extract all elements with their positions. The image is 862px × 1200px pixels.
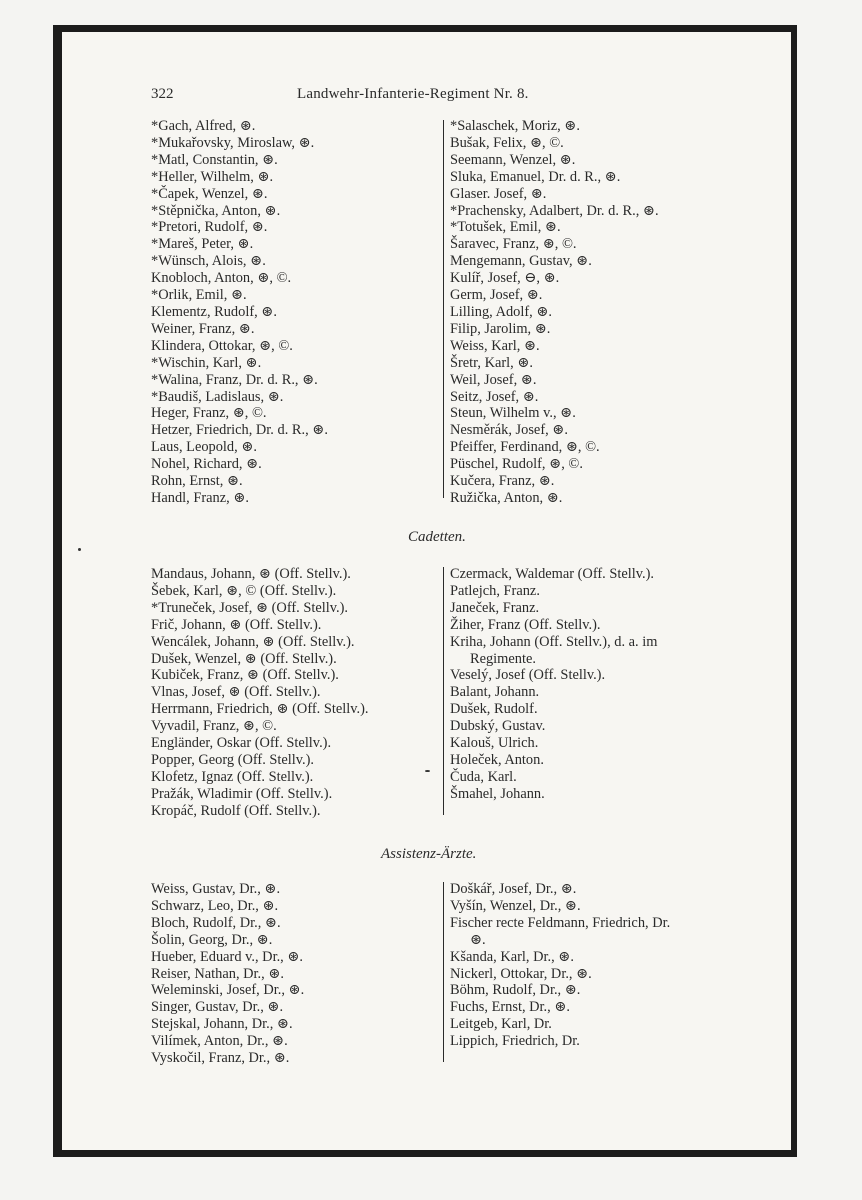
- list-item: Čuda, Karl.: [450, 768, 517, 785]
- list-item: *Čapek, Wenzel, ⊛.: [151, 185, 268, 202]
- page-number: 322: [151, 86, 174, 102]
- list-item: Sluka, Emanuel, Dr. d. R., ⊛.: [450, 168, 621, 185]
- aerzte-right-column: [450, 881, 670, 1050]
- list-item: Schwarz, Leo, Dr., ⊛.: [151, 897, 279, 914]
- list-item: Regimente.: [470, 650, 536, 667]
- list-item: *Stěpnička, Anton, ⊛.: [151, 202, 281, 219]
- list-item: Balant, Johann.: [450, 684, 540, 701]
- list-item: Püschel, Rudolf, ⊛, ©.: [450, 456, 583, 473]
- list-item: Mengemann, Gustav, ⊛.: [450, 253, 592, 270]
- list-item: Bloch, Rudolf, Dr., ⊛.: [151, 914, 281, 931]
- list-item: *Matl, Constantin, ⊛.: [151, 151, 278, 168]
- list-item: *Baudiš, Ladislaus, ⊛.: [151, 388, 284, 405]
- list-item: Klementz, Rudolf, ⊛.: [151, 303, 277, 320]
- list-item: Herrmann, Friedrich, ⊛ (Off. Stellv.).: [151, 701, 369, 718]
- list-item: Czermack, Waldemar (Off. Stellv.).: [450, 566, 654, 582]
- list-item: Klofetz, Ignaz (Off. Stellv.).: [151, 768, 314, 785]
- list-item: Pražák, Wladimir (Off. Stellv.).: [151, 785, 333, 802]
- list-item: *Truneček, Josef, ⊛ (Off. Stellv.).: [151, 599, 348, 616]
- list-item: Frič, Johann, ⊛ (Off. Stellv.).: [151, 616, 322, 633]
- column-rule-3: [443, 882, 444, 1062]
- list-item: Heger, Franz, ⊛, ©.: [151, 405, 267, 422]
- list-item: *Mareš, Peter, ⊛.: [151, 236, 254, 253]
- officers-right-column: [450, 118, 659, 507]
- list-item: Weiss, Karl, ⊛.: [450, 337, 540, 354]
- aerzte-left-column: [151, 881, 304, 1067]
- list-item: Šmahel, Johann.: [450, 785, 545, 802]
- list-item: Kubiček, Franz, ⊛ (Off. Stellv.).: [151, 667, 339, 684]
- list-item: Šolin, Georg, Dr., ⊛.: [151, 931, 273, 948]
- list-item: Leitgeb, Karl, Dr.: [450, 1016, 552, 1033]
- list-item: *Wischin, Karl, ⊛.: [151, 354, 262, 371]
- list-item: Dušek, Wenzel, ⊛ (Off. Stellv.).: [151, 650, 337, 667]
- list-item: *Wünsch, Alois, ⊛.: [151, 253, 266, 270]
- list-item: Veselý, Josef (Off. Stellv.).: [450, 667, 606, 684]
- list-item: Kšanda, Karl, Dr., ⊛.: [450, 948, 574, 965]
- officers-left-column: [151, 118, 328, 507]
- list-item: Kučera, Franz, ⊛.: [450, 473, 555, 490]
- list-item: Seitz, Josef, ⊛.: [450, 388, 539, 405]
- list-item: Rohn, Ernst, ⊛.: [151, 473, 243, 490]
- list-item: Fuchs, Ernst, Dr., ⊛.: [450, 999, 570, 1016]
- list-item: Šretr, Karl, ⊛.: [450, 354, 534, 371]
- list-item: *Salaschek, Moriz, ⊛.: [450, 118, 580, 134]
- running-head: Landwehr-Infanterie-Regiment Nr. 8.: [297, 86, 529, 102]
- list-item: Doškář, Josef, Dr., ⊛.: [450, 881, 577, 897]
- list-item: Pfeiffer, Ferdinand, ⊛, ©.: [450, 439, 600, 456]
- list-item: Vilímek, Anton, Dr., ⊛.: [151, 1033, 288, 1050]
- list-item: Žiher, Franz (Off. Stellv.).: [450, 616, 601, 633]
- list-item: Dušek, Rudolf.: [450, 701, 538, 718]
- list-item: Nickerl, Ottokar, Dr., ⊛.: [450, 965, 592, 982]
- list-item: Kulíř, Josef, ⊖, ⊛.: [450, 270, 560, 287]
- list-item: Kalouš, Ulrich.: [450, 735, 539, 752]
- list-item: Šebek, Karl, ⊛, © (Off. Stellv.).: [151, 582, 337, 599]
- list-item: *Orlik, Emil, ⊛.: [151, 287, 247, 304]
- list-item: Kropáč, Rudolf (Off. Stellv.).: [151, 802, 321, 819]
- list-item: Filip, Jarolim, ⊛.: [450, 320, 551, 337]
- list-item: Lilling, Adolf, ⊛.: [450, 303, 552, 320]
- list-item: Bušak, Felix, ⊛, ©.: [450, 134, 564, 151]
- list-item: Vyskočil, Franz, Dr., ⊛.: [151, 1050, 290, 1067]
- list-item: Nohel, Richard, ⊛.: [151, 456, 262, 473]
- column-rule-1: [443, 120, 444, 498]
- list-item: Seemann, Wenzel, ⊛.: [450, 151, 576, 168]
- list-item: *Gach, Alfred, ⊛.: [151, 118, 256, 134]
- list-item: Hueber, Eduard v., Dr., ⊛.: [151, 948, 304, 965]
- list-item: Lippich, Friedrich, Dr.: [450, 1033, 580, 1050]
- list-item: Holeček, Anton.: [450, 751, 544, 768]
- list-item: Böhm, Rudolf, Dr., ⊛.: [450, 982, 581, 999]
- list-item: Patlejch, Franz.: [450, 582, 540, 599]
- list-item: Klindera, Ottokar, ⊛, ©.: [151, 337, 293, 354]
- list-item: Weleminski, Josef, Dr., ⊛.: [151, 982, 305, 999]
- list-item: *Mukařovsky, Miroslaw, ⊛.: [151, 134, 315, 151]
- speck-mark: [425, 770, 430, 772]
- list-item: Janeček, Franz.: [450, 599, 540, 616]
- list-item: *Prachensky, Adalbert, Dr. d. R., ⊛.: [450, 202, 659, 219]
- list-item: Glaser. Josef, ⊛.: [450, 185, 547, 202]
- list-item: Steun, Wilhelm v., ⊛.: [450, 405, 576, 422]
- column-rule-2: [443, 567, 444, 815]
- list-item: Kriha, Johann (Off. Stellv.), d. a. im: [450, 633, 658, 650]
- list-item: Vyvadil, Franz, ⊛, ©.: [151, 718, 277, 735]
- cadetten-left-column: [151, 566, 368, 820]
- list-item: Fischer recte Feldmann, Friedrich, Dr.: [450, 914, 671, 931]
- section-title-assistenz-aerzte: Assistenz-Ärzte.: [381, 846, 477, 862]
- list-item: Wencálek, Johann, ⊛ (Off. Stellv.).: [151, 633, 355, 650]
- list-item: Handl, Franz, ⊛.: [151, 489, 249, 506]
- speck-mark: [78, 548, 81, 551]
- list-item: *Heller, Wilhelm, ⊛.: [151, 168, 274, 185]
- list-item: Vlnas, Josef, ⊛ (Off. Stellv.).: [151, 684, 321, 701]
- list-item: Weiner, Franz, ⊛.: [151, 320, 255, 337]
- list-item: *Walina, Franz, Dr. d. R., ⊛.: [151, 371, 318, 388]
- list-item: Nesměrák, Josef, ⊛.: [450, 422, 568, 439]
- list-item: ⊛.: [470, 931, 486, 948]
- list-item: Popper, Georg (Off. Stellv.).: [151, 751, 315, 768]
- list-item: *Pretori, Rudolf, ⊛.: [151, 219, 268, 236]
- list-item: Singer, Gustav, Dr., ⊛.: [151, 999, 284, 1016]
- list-item: Vyšín, Wenzel, Dr., ⊛.: [450, 897, 581, 914]
- cadetten-right-column: [450, 566, 657, 803]
- list-item: Šaravec, Franz, ⊛, ©.: [450, 236, 577, 253]
- list-item: Hetzer, Friedrich, Dr. d. R., ⊛.: [151, 422, 328, 439]
- list-item: Ružička, Anton, ⊛.: [450, 489, 563, 506]
- list-item: Engländer, Oskar (Off. Stellv.).: [151, 735, 332, 752]
- section-title-cadetten: Cadetten.: [408, 529, 466, 545]
- list-item: Weil, Josef, ⊛.: [450, 371, 537, 388]
- list-item: Germ, Josef, ⊛.: [450, 287, 543, 304]
- list-item: Dubský, Gustav.: [450, 718, 546, 735]
- list-item: Reiser, Nathan, Dr., ⊛.: [151, 965, 284, 982]
- list-item: Stejskal, Johann, Dr., ⊛.: [151, 1016, 293, 1033]
- list-item: Knobloch, Anton, ⊛, ©.: [151, 270, 292, 287]
- list-item: Weiss, Gustav, Dr., ⊛.: [151, 881, 281, 897]
- list-item: *Totušek, Emil, ⊛.: [450, 219, 561, 236]
- list-item: Laus, Leopold, ⊛.: [151, 439, 257, 456]
- list-item: Mandaus, Johann, ⊛ (Off. Stellv.).: [151, 566, 351, 582]
